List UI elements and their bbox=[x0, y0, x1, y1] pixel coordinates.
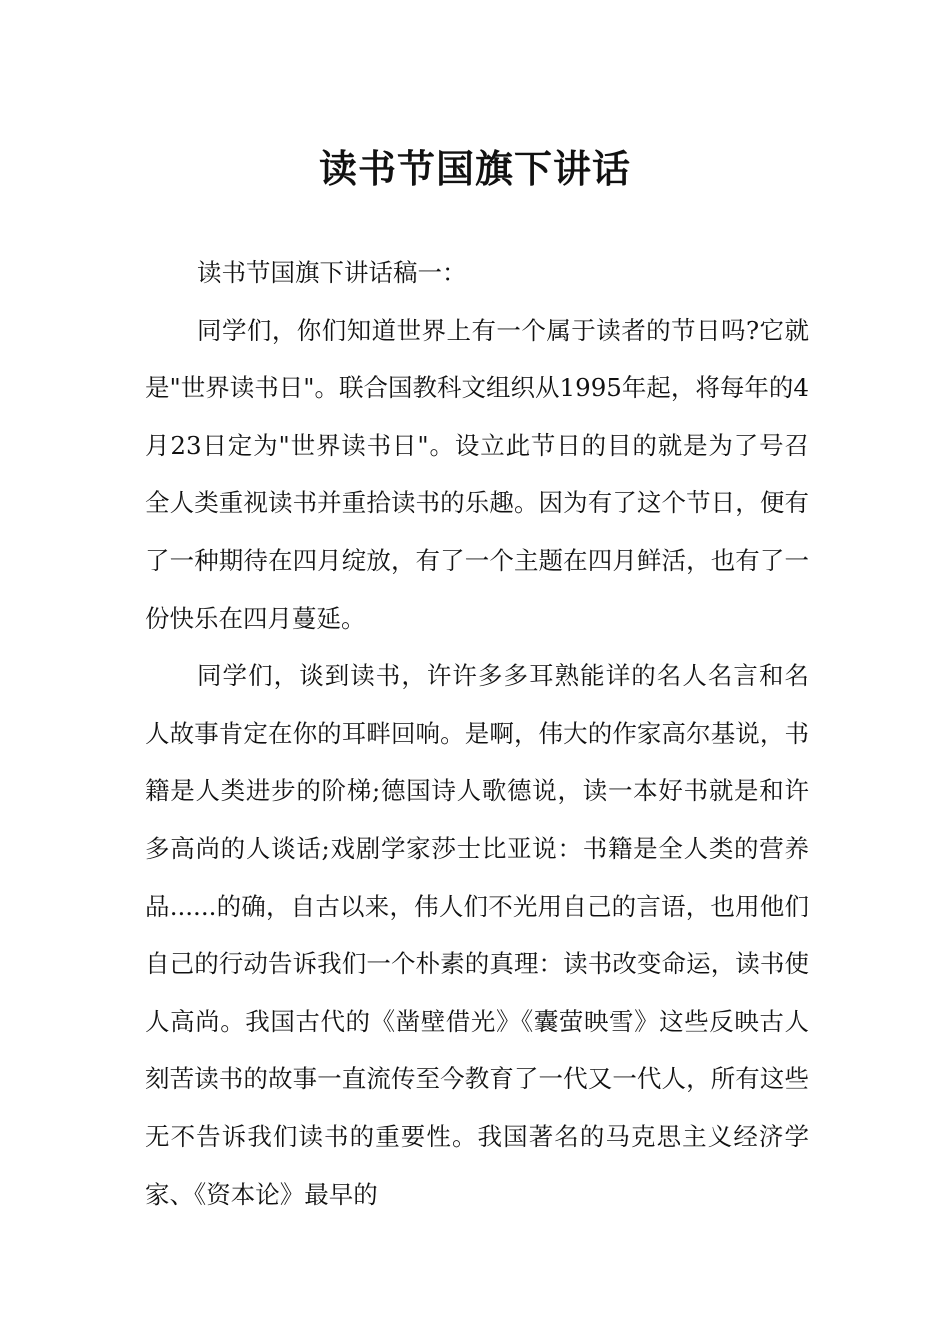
document-body bbox=[145, 244, 809, 1223]
paragraph-world-book-day: 同学们，你们知道世界上有一个属于读者的节日吗?它就是"世界读书日"。联合国教科文组织从1995年起，将每年的4月23日定为"世界读书日"。设立此节日的目的就是为了号召全人类重视读书并重拾读书的乐趣。因为有了这个节日，便有了一种期待在四月绽放，有了一个主题在四月鲜活，也有了一份快乐在四月蔓延。 bbox=[145, 315, 809, 633]
paragraph-famous-quotes: 同学们，谈到读书，许许多多耳熟能详的名人名言和名人故事肯定在你的耳畔回响。是啊，伟大的作家高尔基说，书籍是人类进步的阶梯;德国诗人歌德说，读一本好书就是和许多高尚的人谈话;戏剧学家莎士比亚说：书籍是全人类的营养品......的确，自古以来，伟人们不光用自己的言语，也用他们自己的行动告诉我们一个朴素的真理：读书改变命运，读书使人高尚。我国古代的《凿壁借光》《囊萤映雪》这些反映古人刻苦读书的故事一直流传至今教育了一代又一代人，所有这些无不告诉我们读书的重要性。我国著名的马克思主义经济学家、《资本论》最早的 bbox=[145, 661, 809, 1209]
document-title: 读书节国旗下讲话 bbox=[318, 146, 631, 192]
paragraph-speech-heading: 读书节国旗下讲话稿一： bbox=[197, 258, 467, 287]
